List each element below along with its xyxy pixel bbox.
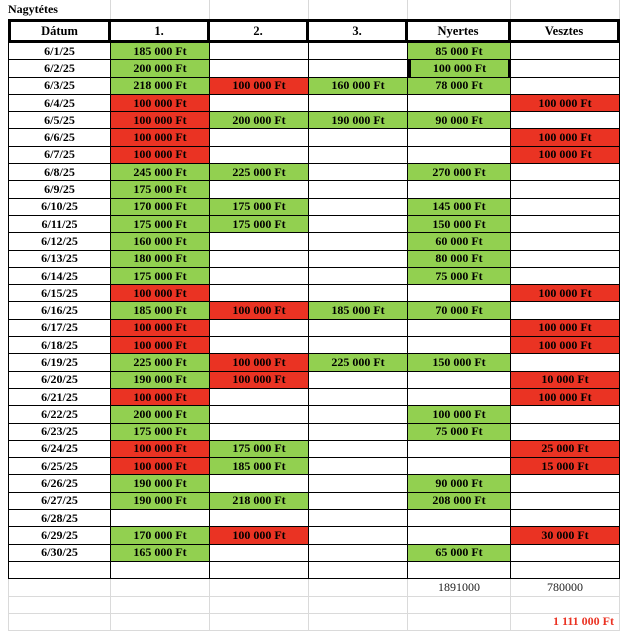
empty-cell[interactable] — [408, 597, 511, 614]
cell-3[interactable] — [309, 95, 408, 112]
cell-nyertes[interactable] — [408, 458, 511, 475]
net-total[interactable]: 1 111 000 Ft — [511, 614, 620, 631]
empty-cell[interactable] — [8, 614, 111, 631]
cell-nyertes[interactable]: 270 000 Ft — [408, 164, 511, 181]
cell-vesztes[interactable] — [511, 251, 620, 268]
table-row — [8, 199, 620, 216]
empty-cell[interactable] — [8, 597, 111, 614]
table-row — [8, 493, 620, 510]
empty-cell[interactable] — [309, 614, 408, 631]
date-cell[interactable]: 6/1/25 — [8, 43, 111, 60]
cell-nyertes[interactable]: 150 000 Ft — [408, 216, 511, 233]
date-cell[interactable]: 6/5/25 — [8, 112, 111, 129]
cell-nyertes[interactable] — [408, 510, 511, 527]
cell-vesztes[interactable]: 100 000 Ft — [511, 129, 620, 146]
cell-3[interactable]: 185 000 Ft — [309, 302, 408, 319]
cell-vesztes[interactable] — [511, 354, 620, 371]
cell-3[interactable] — [309, 147, 408, 164]
cell-3[interactable] — [309, 493, 408, 510]
cell-1[interactable]: 100 000 Ft — [111, 320, 210, 337]
cell-2[interactable] — [210, 251, 309, 268]
cell-nyertes[interactable]: 100 000 Ft — [408, 406, 511, 423]
cell-3[interactable] — [309, 458, 408, 475]
cell-2[interactable]: 175 000 Ft — [210, 441, 309, 458]
date-cell[interactable]: 6/26/25 — [8, 475, 111, 492]
cell-nyertes[interactable]: 90 000 Ft — [408, 475, 511, 492]
date-cell[interactable]: 6/6/25 — [8, 129, 111, 146]
cell-nyertes[interactable] — [408, 95, 511, 112]
date-cell[interactable]: 6/13/25 — [8, 251, 111, 268]
cell-1[interactable]: 165 000 Ft — [111, 545, 210, 562]
cell-2[interactable] — [210, 43, 309, 60]
header-vesztes[interactable]: Vesztes — [511, 19, 620, 43]
cell-nyertes[interactable]: 70 000 Ft — [408, 302, 511, 319]
cell-3[interactable] — [309, 475, 408, 492]
header-3[interactable]: 3. — [309, 19, 408, 43]
empty-cell[interactable] — [210, 0, 309, 19]
cell-3[interactable] — [309, 320, 408, 337]
cell-3[interactable] — [309, 389, 408, 406]
empty-cell[interactable] — [111, 562, 210, 579]
net-row — [8, 614, 620, 631]
cell-3[interactable] — [309, 527, 408, 544]
cell-1[interactable]: 100 000 Ft — [111, 458, 210, 475]
total-vesztes[interactable]: 780000 — [511, 579, 620, 596]
cell-nyertes[interactable]: 150 000 Ft — [408, 354, 511, 371]
table-row — [8, 112, 620, 129]
cell-1[interactable]: 225 000 Ft — [111, 354, 210, 371]
cell-nyertes[interactable] — [408, 285, 511, 302]
cell-nyertes[interactable]: 75 000 Ft — [408, 268, 511, 285]
date-cell[interactable]: 6/10/25 — [8, 199, 111, 216]
cell-vesztes[interactable] — [511, 43, 620, 60]
date-cell[interactable]: 6/2/25 — [8, 60, 111, 77]
table-row — [8, 475, 620, 492]
table-row — [8, 389, 620, 406]
cell-2[interactable] — [210, 129, 309, 146]
cell-2[interactable] — [210, 510, 309, 527]
cell-2[interactable] — [210, 389, 309, 406]
cell-nyertes[interactable] — [408, 441, 511, 458]
empty-row — [8, 597, 620, 614]
empty-cell[interactable] — [111, 0, 210, 19]
cell-nyertes[interactable] — [408, 337, 511, 354]
table-row — [8, 406, 620, 423]
table-row — [8, 458, 620, 475]
table-row — [8, 78, 620, 95]
cell-2[interactable] — [210, 424, 309, 441]
cell-vesztes[interactable]: 100 000 Ft — [511, 337, 620, 354]
date-cell[interactable]: 6/27/25 — [8, 493, 111, 510]
cell-vesztes[interactable]: 25 000 Ft — [511, 441, 620, 458]
table-row — [8, 95, 620, 112]
empty-cell[interactable] — [111, 579, 210, 596]
cell-2[interactable] — [210, 60, 309, 77]
cell-2[interactable] — [210, 406, 309, 423]
date-cell[interactable]: 6/19/25 — [8, 354, 111, 371]
cell-3[interactable]: 190 000 Ft — [309, 112, 408, 129]
cell-1[interactable]: 200 000 Ft — [111, 60, 210, 77]
date-cell[interactable]: 6/17/25 — [8, 320, 111, 337]
cell-nyertes[interactable] — [408, 147, 511, 164]
cell-vesztes[interactable]: 10 000 Ft — [511, 372, 620, 389]
table-row — [8, 181, 620, 198]
empty-cell[interactable] — [8, 579, 111, 596]
cell-vesztes[interactable] — [511, 545, 620, 562]
cell-3[interactable] — [309, 60, 408, 77]
header-nyertes[interactable]: Nyertes — [408, 19, 511, 43]
cell-vesztes[interactable] — [511, 510, 620, 527]
cell-2[interactable]: 100 000 Ft — [210, 372, 309, 389]
cell-1[interactable]: 190 000 Ft — [111, 493, 210, 510]
cell-2[interactable] — [210, 268, 309, 285]
table-row — [8, 268, 620, 285]
date-cell[interactable]: 6/14/25 — [8, 268, 111, 285]
cell-vesztes[interactable] — [511, 216, 620, 233]
cell-vesztes[interactable] — [511, 406, 620, 423]
cell-1[interactable]: 190 000 Ft — [111, 475, 210, 492]
cell-3[interactable] — [309, 129, 408, 146]
data-rows — [8, 43, 620, 562]
cell-1[interactable]: 175 000 Ft — [111, 424, 210, 441]
table-row — [8, 129, 620, 146]
table-row — [8, 43, 620, 60]
blank-row — [8, 562, 620, 579]
date-cell[interactable]: 6/18/25 — [8, 337, 111, 354]
cell-2[interactable] — [210, 320, 309, 337]
cell-1[interactable]: 160 000 Ft — [111, 233, 210, 250]
table-row — [8, 372, 620, 389]
cell-1[interactable]: 170 000 Ft — [111, 199, 210, 216]
empty-cell[interactable] — [511, 562, 620, 579]
cell-nyertes[interactable]: 78 000 Ft — [408, 78, 511, 95]
cell-2[interactable]: 100 000 Ft — [210, 527, 309, 544]
table-row — [8, 147, 620, 164]
cell-vesztes[interactable] — [511, 181, 620, 198]
cell-1[interactable]: 170 000 Ft — [111, 527, 210, 544]
cell-3[interactable] — [309, 337, 408, 354]
cell-2[interactable]: 200 000 Ft — [210, 112, 309, 129]
empty-cell[interactable] — [210, 579, 309, 596]
cell-1[interactable]: 185 000 Ft — [111, 43, 210, 60]
empty-cell[interactable] — [8, 562, 111, 579]
cell-vesztes[interactable]: 15 000 Ft — [511, 458, 620, 475]
empty-cell[interactable] — [309, 0, 408, 19]
cell-1[interactable]: 100 000 Ft — [111, 389, 210, 406]
cell-1[interactable]: 175 000 Ft — [111, 268, 210, 285]
cell-nyertes[interactable]: 75 000 Ft — [408, 424, 511, 441]
cell-nyertes[interactable]: 85 000 Ft — [408, 43, 511, 60]
cell-1[interactable]: 200 000 Ft — [111, 406, 210, 423]
cell-1[interactable]: 218 000 Ft — [111, 78, 210, 95]
cell-2[interactable]: 100 000 Ft — [210, 78, 309, 95]
cell-1[interactable]: 100 000 Ft — [111, 95, 210, 112]
cell-vesztes[interactable] — [511, 493, 620, 510]
cell-3[interactable] — [309, 372, 408, 389]
cell-vesztes[interactable]: 100 000 Ft — [511, 285, 620, 302]
cell-1[interactable]: 190 000 Ft — [111, 372, 210, 389]
cell-nyertes[interactable] — [408, 320, 511, 337]
cell-vesztes[interactable]: 100 000 Ft — [511, 95, 620, 112]
cell-nyertes[interactable] — [408, 389, 511, 406]
cell-vesztes[interactable] — [511, 78, 620, 95]
header-row — [8, 19, 620, 43]
cell-2[interactable] — [210, 233, 309, 250]
table-row — [8, 251, 620, 268]
cell-2[interactable] — [210, 181, 309, 198]
header-date[interactable]: Dátum — [8, 19, 111, 43]
cell-3[interactable] — [309, 285, 408, 302]
date-cell[interactable]: 6/23/25 — [8, 424, 111, 441]
cell-1[interactable]: 100 000 Ft — [111, 129, 210, 146]
empty-cell[interactable] — [309, 597, 408, 614]
cell-3[interactable] — [309, 406, 408, 423]
date-cell[interactable]: 6/9/25 — [8, 181, 111, 198]
table-row — [8, 441, 620, 458]
cell-1[interactable]: 245 000 Ft — [111, 164, 210, 181]
date-cell[interactable]: 6/28/25 — [8, 510, 111, 527]
table-row — [8, 354, 620, 371]
cell-vesztes[interactable] — [511, 60, 620, 77]
cell-1[interactable]: 100 000 Ft — [111, 112, 210, 129]
empty-cell[interactable] — [511, 0, 620, 19]
cell-vesztes[interactable] — [511, 302, 620, 319]
table-row — [8, 60, 620, 77]
cell-nyertes[interactable]: 65 000 Ft — [408, 545, 511, 562]
cell-3[interactable] — [309, 181, 408, 198]
cell-nyertes[interactable]: 145 000 Ft — [408, 199, 511, 216]
cell-2[interactable] — [210, 545, 309, 562]
table-row — [8, 545, 620, 562]
cell-nyertes[interactable]: 100 000 Ft — [408, 60, 511, 77]
table-row — [8, 285, 620, 302]
date-cell[interactable]: 6/20/25 — [8, 372, 111, 389]
cell-nyertes[interactable]: 208 000 Ft — [408, 493, 511, 510]
cell-3[interactable] — [309, 441, 408, 458]
cell-3[interactable] — [309, 268, 408, 285]
table-row — [8, 302, 620, 319]
table-row — [8, 337, 620, 354]
cell-nyertes[interactable]: 90 000 Ft — [408, 112, 511, 129]
date-cell[interactable]: 6/24/25 — [8, 441, 111, 458]
cell-nyertes[interactable] — [408, 181, 511, 198]
cell-vesztes[interactable] — [511, 112, 620, 129]
cell-1[interactable]: 100 000 Ft — [111, 337, 210, 354]
cell-3[interactable]: 160 000 Ft — [309, 78, 408, 95]
date-cell[interactable]: 6/8/25 — [8, 164, 111, 181]
cell-2[interactable] — [210, 95, 309, 112]
date-cell[interactable]: 6/3/25 — [8, 78, 111, 95]
cell-vesztes[interactable] — [511, 475, 620, 492]
table-row — [8, 320, 620, 337]
table-row — [8, 164, 620, 181]
cell-2[interactable] — [210, 337, 309, 354]
cell-vesztes[interactable]: 100 000 Ft — [511, 320, 620, 337]
header-1[interactable]: 1. — [111, 19, 210, 43]
cell-2[interactable] — [210, 285, 309, 302]
empty-cell[interactable] — [408, 614, 511, 631]
cell-1[interactable]: 175 000 Ft — [111, 181, 210, 198]
date-cell[interactable]: 6/7/25 — [8, 147, 111, 164]
cell-vesztes[interactable]: 100 000 Ft — [511, 389, 620, 406]
cell-vesztes[interactable] — [511, 268, 620, 285]
cell-2[interactable]: 100 000 Ft — [210, 302, 309, 319]
cell-nyertes[interactable]: 60 000 Ft — [408, 233, 511, 250]
cell-3[interactable] — [309, 545, 408, 562]
cell-vesztes[interactable] — [511, 164, 620, 181]
empty-cell[interactable] — [210, 562, 309, 579]
cell-nyertes[interactable] — [408, 372, 511, 389]
cell-3[interactable] — [309, 251, 408, 268]
cell-3[interactable]: 225 000 Ft — [309, 354, 408, 371]
header-2[interactable]: 2. — [210, 19, 309, 43]
cell-3[interactable] — [309, 164, 408, 181]
cell-nyertes[interactable] — [408, 527, 511, 544]
empty-cell[interactable] — [111, 614, 210, 631]
cell-3[interactable] — [309, 43, 408, 60]
cell-nyertes[interactable] — [408, 129, 511, 146]
date-cell[interactable]: 6/30/25 — [8, 545, 111, 562]
date-cell[interactable]: 6/29/25 — [8, 527, 111, 544]
cell-3[interactable] — [309, 424, 408, 441]
empty-cell[interactable] — [408, 0, 511, 19]
date-cell[interactable]: 6/15/25 — [8, 285, 111, 302]
cell-nyertes[interactable]: 80 000 Ft — [408, 251, 511, 268]
table-row — [8, 424, 620, 441]
cell-1[interactable]: 175 000 Ft — [111, 216, 210, 233]
cell-3[interactable] — [309, 510, 408, 527]
empty-cell[interactable] — [210, 597, 309, 614]
cell-2[interactable]: 218 000 Ft — [210, 493, 309, 510]
table-row — [8, 216, 620, 233]
cell-2[interactable]: 175 000 Ft — [210, 216, 309, 233]
empty-cell[interactable] — [511, 597, 620, 614]
date-cell[interactable]: 6/25/25 — [8, 458, 111, 475]
cell-2[interactable]: 185 000 Ft — [210, 458, 309, 475]
date-cell[interactable]: 6/16/25 — [8, 302, 111, 319]
cell-2[interactable] — [210, 475, 309, 492]
cell-3[interactable] — [309, 199, 408, 216]
cell-1[interactable]: 100 000 Ft — [111, 441, 210, 458]
cell-2[interactable]: 225 000 Ft — [210, 164, 309, 181]
empty-cell[interactable] — [210, 614, 309, 631]
totals-row — [8, 579, 620, 596]
date-cell[interactable]: 6/11/25 — [8, 216, 111, 233]
cell-1[interactable]: 180 000 Ft — [111, 251, 210, 268]
cell-1[interactable]: 100 000 Ft — [111, 147, 210, 164]
cell-1[interactable]: 185 000 Ft — [111, 302, 210, 319]
table-row — [8, 527, 620, 544]
cell-vesztes[interactable] — [511, 424, 620, 441]
empty-cell[interactable] — [111, 597, 210, 614]
cell-3[interactable] — [309, 216, 408, 233]
empty-cell[interactable] — [408, 562, 511, 579]
cell-1[interactable]: 100 000 Ft — [111, 285, 210, 302]
cell-1[interactable] — [111, 510, 210, 527]
sheet-title[interactable]: Nagytétes — [8, 0, 111, 19]
cell-2[interactable]: 175 000 Ft — [210, 199, 309, 216]
total-nyertes[interactable]: 1891000 — [408, 579, 511, 596]
table-row — [8, 233, 620, 250]
empty-cell[interactable] — [309, 579, 408, 596]
empty-cell[interactable] — [309, 562, 408, 579]
cell-2[interactable] — [210, 147, 309, 164]
title-row — [8, 0, 620, 19]
cell-vesztes[interactable]: 30 000 Ft — [511, 527, 620, 544]
table-row — [8, 510, 620, 527]
cell-vesztes[interactable] — [511, 233, 620, 250]
spreadsheet — [8, 0, 620, 631]
date-cell[interactable]: 6/22/25 — [8, 406, 111, 423]
date-cell[interactable]: 6/21/25 — [8, 389, 111, 406]
cell-vesztes[interactable]: 100 000 Ft — [511, 147, 620, 164]
date-cell[interactable]: 6/4/25 — [8, 95, 111, 112]
cell-vesztes[interactable] — [511, 199, 620, 216]
cell-2[interactable]: 100 000 Ft — [210, 354, 309, 371]
date-cell[interactable]: 6/12/25 — [8, 233, 111, 250]
cell-3[interactable] — [309, 233, 408, 250]
